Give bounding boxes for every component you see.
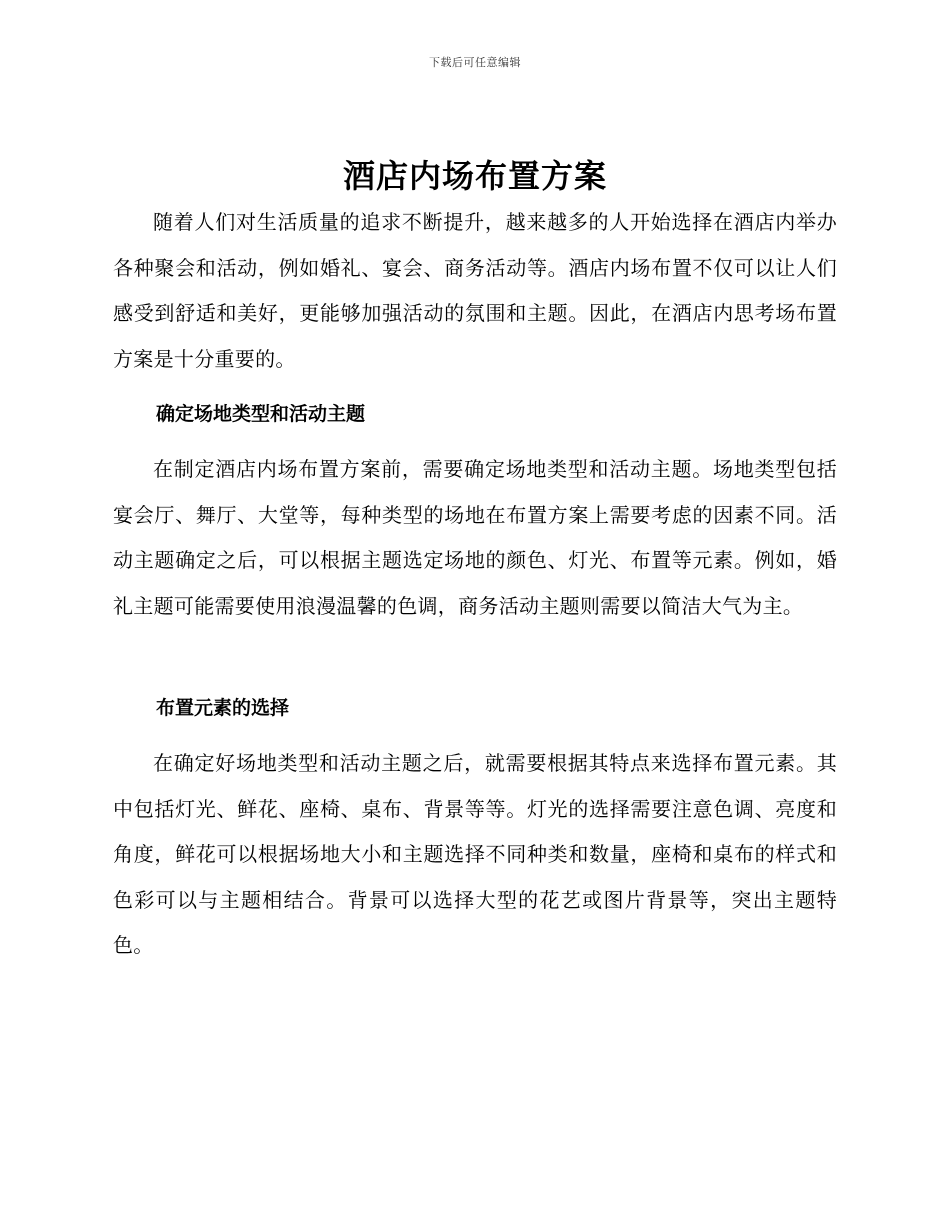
section-heading-elements: 布置元素的选择 (156, 697, 290, 719)
section-paragraph-elements: 在确定好场地类型和活动主题之后，就需要根据其特点来选择布置元素。其中包括灯光、鲜花、座椅、桌布、背景等等。灯光的选择需要注意色调、亮度和角度，鲜花可以根据场地大小和主题选择不同种类和数量，座椅和桌布的样式和色彩可以与主题相结合。背景可以选择大型的花艺或图片背景等，突出主题特色。 (113, 751, 837, 957)
section-body-block (113, 741, 837, 969)
document-title: 酒店内场布置方案 (342, 157, 607, 195)
header-note: 下载后可任意编辑 (429, 56, 521, 69)
section-paragraph-venue-theme: 在制定酒店内场布置方案前，需要确定场地类型和活动主题。场地类型包括宴会厅、舞厅、大堂等，每种类型的场地在布置方案上需要考虑的因素不同。活动主题确定之后，可以根据主题选定场地的颜色、灯光、布置等元素。例如，婚礼主题可能需要使用浪漫温馨的色调，商务活动主题则需要以简洁大气为主。 (113, 457, 837, 618)
section-heading-venue-theme: 确定场地类型和活动主题 (156, 403, 366, 425)
section-body-block (113, 447, 837, 629)
intro-block (113, 200, 837, 382)
intro-paragraph: 随着人们对生活质量的追求不断提升，越来越多的人开始选择在酒店内举办各种聚会和活动，例如婚礼、宴会、商务活动等。酒店内场布置不仅可以让人们感受到舒适和美好，更能够加强活动的氛围和主题。因此，在酒店内思考场布置方案是十分重要的。 (113, 210, 837, 371)
section-heading-block (113, 394, 837, 434)
section-heading-block (113, 688, 837, 728)
